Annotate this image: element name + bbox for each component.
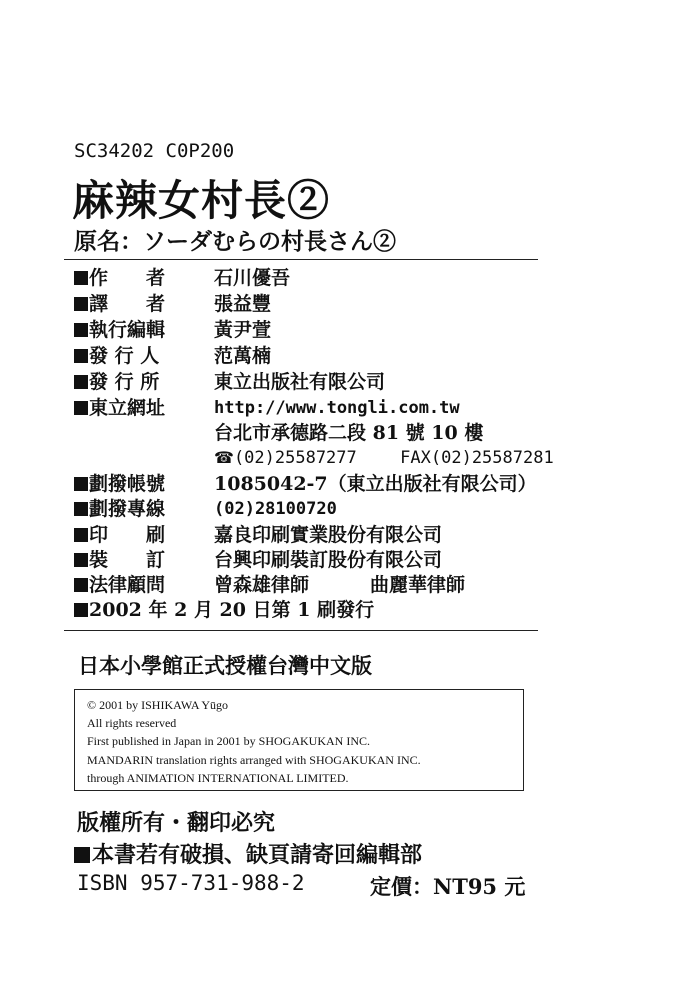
bullet-square-icon	[74, 847, 90, 863]
bullet-square-icon	[74, 502, 88, 516]
release-date	[74, 597, 374, 623]
divider-bottom	[64, 630, 538, 631]
credit-binding	[74, 547, 443, 573]
credit-value: 嘉良印刷實業股份有限公司	[214, 524, 443, 546]
phone-icon: ☎	[214, 448, 234, 467]
credit-website	[74, 395, 460, 421]
credit-value-2: 曲麗華律師	[370, 574, 466, 596]
credit-legal	[74, 572, 466, 598]
credit-label: 法律顧問	[89, 574, 166, 596]
credit-publisher-company	[74, 369, 386, 395]
credit-label: 譯 者	[89, 293, 166, 315]
date-text: 2002 年 2 月 20 日第 1 刷發行	[89, 599, 375, 621]
credit-postal-line	[74, 496, 337, 522]
credit-label: 發 行 人	[89, 345, 160, 367]
credit-value: (02)28100720	[214, 499, 337, 519]
credit-label: 劃撥帳號	[89, 473, 166, 495]
credit-value: 范萬楠	[214, 345, 272, 367]
fax-number: FAX(02)25587281	[400, 448, 554, 468]
copyright-line: through ANIMATION INTERNATIONAL LIMITED.	[87, 770, 349, 785]
bullet-square-icon	[74, 553, 88, 567]
bullet-square-icon	[74, 297, 88, 311]
bullet-square-icon	[74, 401, 88, 415]
notice-text: 本書若有破損、缺頁請寄回編輯部	[92, 842, 423, 868]
credit-printing	[74, 522, 443, 548]
bullet-square-icon	[74, 578, 88, 592]
credit-translator	[74, 291, 272, 317]
product-code: SC34202 C0P200	[74, 140, 235, 162]
phone-number: (02)25587277	[233, 448, 357, 468]
website-url: http://www.tongli.com.tw	[214, 398, 460, 418]
bullet-square-icon	[74, 349, 88, 363]
credit-value: 黃尹萱	[214, 319, 272, 341]
credit-value: 張益豐	[214, 293, 272, 315]
original-title: 原名：ソーダむらの村長さん②	[74, 228, 396, 255]
credit-label: 執行編輯	[89, 319, 166, 341]
bullet-square-icon	[74, 271, 88, 285]
credit-postal-account	[74, 471, 537, 497]
damage-notice	[74, 838, 422, 869]
price: 定價：NT95 元	[370, 874, 526, 899]
credit-value: 曾森雄律師	[214, 574, 310, 596]
credit-label: 東立網址	[89, 397, 166, 419]
bullet-square-icon	[74, 375, 88, 389]
phone-fax-row	[214, 446, 554, 470]
credit-label: 劃撥專線	[89, 498, 166, 520]
credit-value: 1085042-7（東立出版社有限公司）	[214, 473, 537, 495]
credit-value: 東立出版社有限公司	[214, 371, 386, 393]
copyright-line: MANDARIN translation rights arranged with SHOGAKUKAN INC.	[87, 752, 421, 767]
credit-value: 石川優吾	[214, 267, 291, 289]
bullet-square-icon	[74, 603, 88, 617]
bullet-square-icon	[74, 323, 88, 337]
license-statement: 日本小學館正式授權台灣中文版	[78, 653, 372, 678]
credit-value: 台興印刷裝訂股份有限公司	[214, 549, 443, 571]
address: 台北市承德路二段 81 號 10 樓	[214, 422, 484, 444]
credit-label: 印 刷	[89, 524, 166, 546]
book-title: 麻辣女村長②	[72, 176, 331, 225]
isbn: ISBN 957-731-988-2	[77, 871, 305, 895]
bullet-square-icon	[74, 477, 88, 491]
credit-author	[74, 265, 291, 291]
rights-reserved: 版權所有・翻印必究	[77, 810, 276, 836]
divider-top	[64, 259, 538, 260]
bullet-square-icon	[74, 528, 88, 542]
copyright-line: © 2001 by ISHIKAWA Yūgo	[87, 698, 229, 712]
credit-publisher-person	[74, 343, 272, 369]
credit-label: 作 者	[89, 267, 166, 289]
credit-label: 裝 訂	[89, 549, 166, 571]
copyright-line: First published in Japan in 2001 by SHOGAKUKAN INC.	[87, 734, 370, 749]
copyright-box	[74, 689, 524, 791]
credit-label: 發 行 所	[89, 371, 160, 393]
credit-editor	[74, 317, 272, 343]
copyright-line: All rights reserved	[87, 716, 177, 731]
